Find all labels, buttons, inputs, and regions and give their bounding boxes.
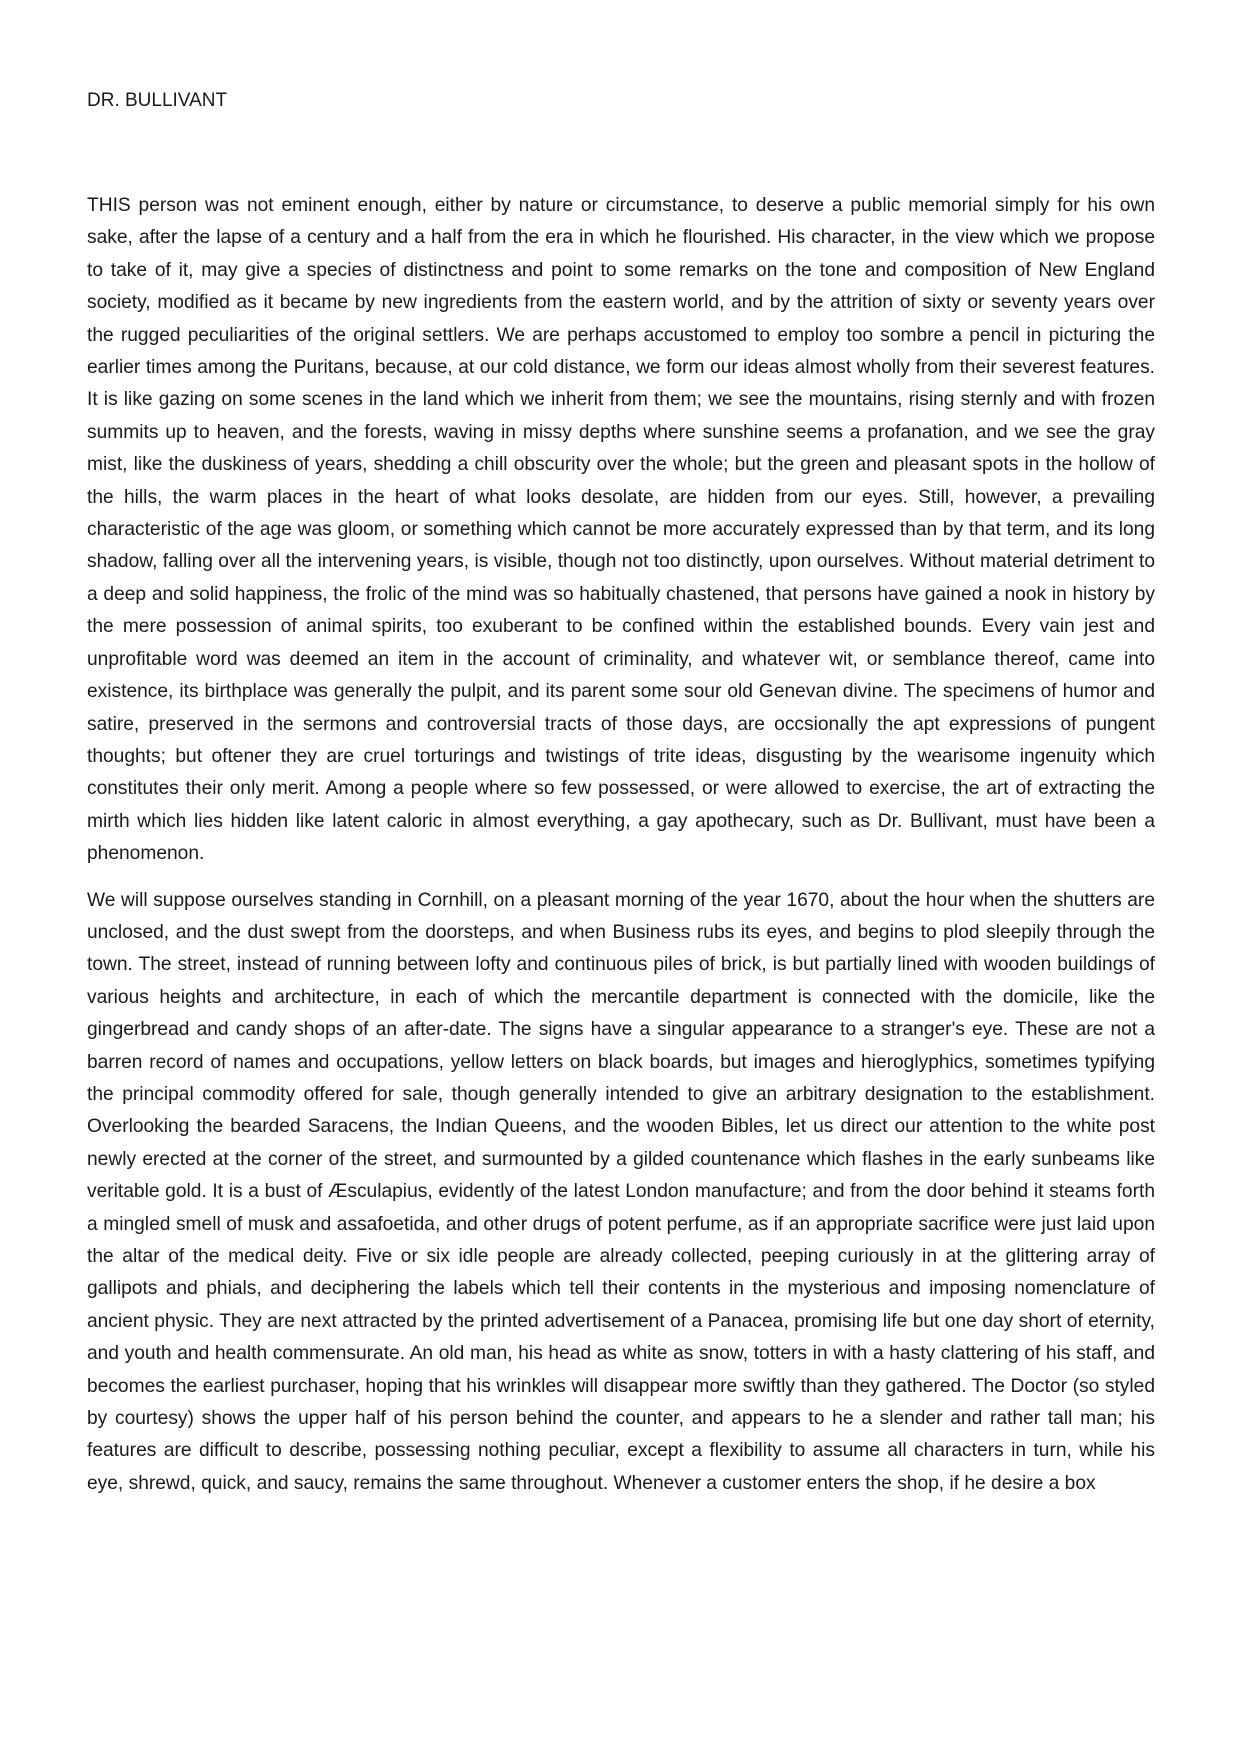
paragraph-1: THIS person was not eminent enough, either by nature or circumstance, to deserve a public memorial simply for his own sake, after the lapse of a century and a half from the era in which he flourished. His character, in the view which we propose to take of it, may give a species of distinctness and point to some remarks on the tone and composition of New England society, modified as it became by new ingredients from the eastern world, and by the attrition of sixty or seventy years over the rugged peculiarities of the original settlers. We are perhaps accustomed to employ too sombre a pencil in picturing the earlier times among the Puritans, because, at our cold distance, we form our ideas almost wholly from their severest features. It is like gazing on some scenes in the land which we inherit from them; we see the mountains, rising sternly and with frozen summits up to heaven, and the forests, waving in missy depths where sunshine seems a profanation, and we see the gray mist, like the duskiness of years, shedding a chill obscurity over the whole; but the green and pleasant spots in the hollow of the hills, the warm places in the heart of what looks desolate, are hidden from our eyes. Still, however, a prevailing characteristic of the age was gloom, or something which cannot be more accurately expressed than by that term, and its long shadow, falling over all the intervening years, is visible, though not too distinctly, upon ourselves. Without material detriment to a deep and solid happiness, the frolic of the mind was so habitually chastened, that persons have gained a nook in history by the mere possession of animal spirits, too exuberant to be confined within the established bounds. Every vain jest and unprofitable word was deemed an item in the account of criminality, and whatever wit, or semblance thereof, came into existence, its birthplace was generally the pulpit, and its parent some sour old Genevan divine. The specimens of humor and satire, preserved in the sermons and controversial tracts of those days, are occsionally the apt expressions of pungent thoughts; but oftener they are cruel torturings and twistings of trite ideas, disgusting by the wearisome ingenuity which constitutes their only merit. Among a people where so few possessed, or were allowed to exercise, the art of extracting the mirth which lies hidden like latent caloric in almost everything, a gay apothecary, such as Dr. Bullivant, must have been a phenomenon. [87, 195, 1155, 865]
paragraph-2: We will suppose ourselves standing in Cornhill, on a pleasant morning of the year 1670, about the hour when the shutters are unclosed, and the dust swept from the doorsteps, and when Business rubs its eyes, and begins to plod sleepily through the town. The street, instead of running between lofty and continuous piles of brick, is but partially lined with wooden buildings of various heights and architecture, in each of which the mercantile department is connected with the domicile, like the gingerbread and candy shops of an after-date. The signs have a singular appearance to a stranger's eye. These are not a barren record of names and occupations, yellow letters on black boards, but images and hieroglyphics, sometimes typifying the principal commodity offered for sale, though generally intended to give an arbitrary designation to the establishment. Overlooking the bearded Saracens, the Indian Queens, and the wooden Bibles, let us direct our attention to the white post newly erected at the corner of the street, and surmounted by a gilded countenance which flashes in the early sunbeams like veritable gold. It is a bust of Æsculapius, evidently of the latest London manufacture; and from the door behind it steams forth a mingled smell of musk and assafoetida, and other drugs of potent perfume, as if an appropriate sacrifice were just laid upon the altar of the medical deity. Five or six idle people are already collected, peeping curiously in at the glittering array of gallipots and phials, and deciphering the labels which tell their contents in the mysterious and imposing nomenclature of ancient physic. They are next attracted by the printed advertisement of a Panacea, promising life but one day short of eternity, and youth and health commensurate. An old man, his head as white as snow, totters in with a hasty clattering of his staff, and becomes the earliest purchaser, hoping that his wrinkles will disappear more swiftly than they gathered. The Doctor (so styled by courtesy) shows the upper half of his person behind the counter, and appears to he a slender and rather tall man; his features are difficult to describe, possessing nothing peculiar, except a flexibility to assume all characters in turn, while his eye, shrewd, quick, and saucy, remains the same throughout. Whenever a customer enters the shop, if he desire a box [87, 889, 1155, 1494]
document-body [87, 190, 1155, 1514]
page-title: DR. BULLIVANT [87, 90, 228, 111]
